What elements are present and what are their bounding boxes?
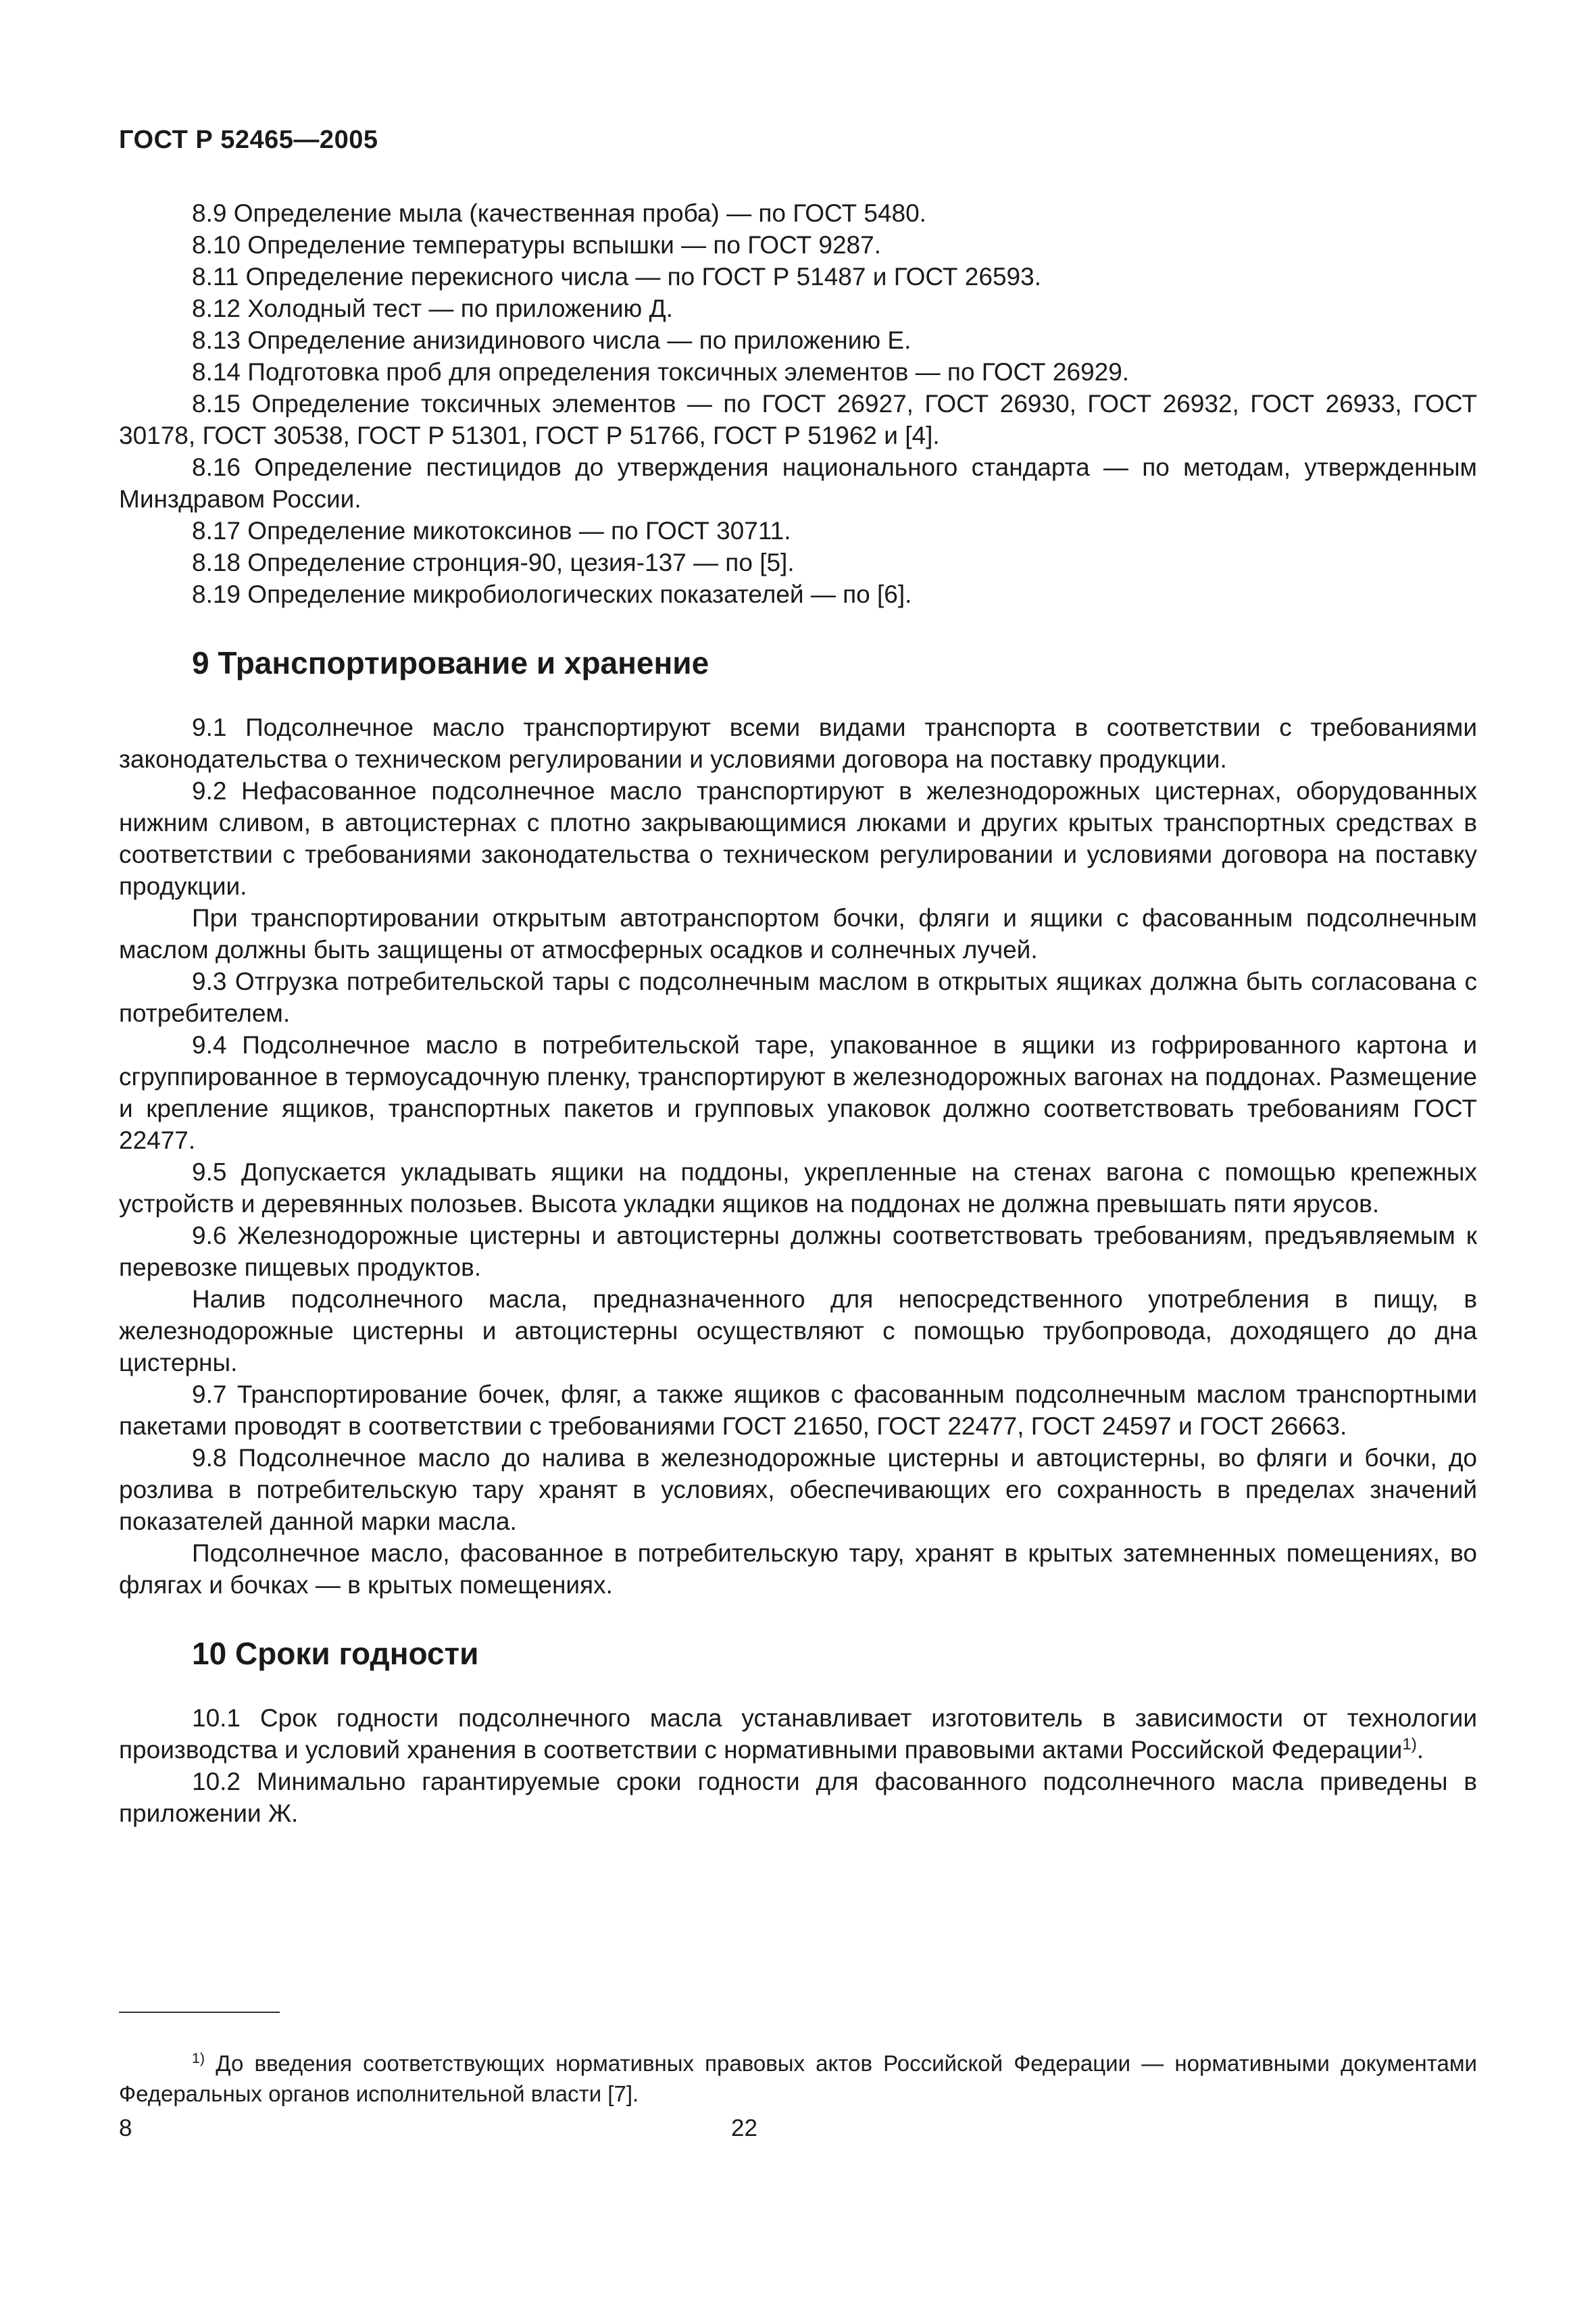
- sheet-number: 22: [731, 2115, 757, 2141]
- clause-9-3: 9.3 Отгрузка потребительской тары с подсолнечным маслом в открытых ящиках должна быть согласована с потребителем.: [119, 968, 1477, 1027]
- section-9-heading: 9 Транспортирование и хранение: [192, 645, 709, 680]
- document-body: [119, 197, 1477, 1829]
- clause-8-18: 8.18 Определение стронция-90, цезия-137 — по [5].: [192, 549, 795, 576]
- clause-8-14: 8.14 Подготовка проб для определения токсичных элементов — по ГОСТ 26929.: [192, 358, 1130, 386]
- clause-8-16: 8.16 Определение пестицидов до утверждения национального стандарта — по методам, утвержденным Минздравом России.: [119, 453, 1477, 513]
- clause-8-10: 8.10 Определение температуры вспышки — по ГОСТ 9287.: [192, 231, 881, 259]
- clause-10-1-end: .: [1416, 1736, 1424, 1764]
- clause-9-7: 9.7 Транспортирование бочек, фляг, а также ящиков с фасованным подсолнечным маслом транспортными пакетами проводят в соответствии с требованиями ГОСТ 21650, ГОСТ 22477, ГОСТ 24597 и ГОСТ 26663.: [119, 1380, 1477, 1440]
- clause-8-12: 8.12 Холодный тест — по приложению Д.: [192, 295, 673, 322]
- section-10-heading: 10 Сроки годности: [192, 1636, 479, 1671]
- clause-8-15: 8.15 Определение токсичных элементов — по ГОСТ 26927, ГОСТ 26930, ГОСТ 26932, ГОСТ 26933, ГОСТ 30178, ГОСТ 30538, ГОСТ Р 51301, ГОСТ Р 51766, ГОСТ Р 51962 и [4].: [119, 390, 1477, 449]
- clause-10-1: [119, 1702, 1477, 1766]
- clause-9-2-note: При транспортировании открытым автотранспортом бочки, фляги и ящики с фасованным подсолнечным маслом должны быть защищены от атмосферных осадков и солнечных лучей.: [119, 904, 1477, 964]
- clause-9-4: 9.4 Подсолнечное масло в потребительской таре, упакованное в ящики из гофрированного картона и сгруппированное в термоусадочную пленку, транспортируют в железнодорожных вагонах на поддонах. Размещение и крепление ящиков, транспортных пакетов и групповых упаковок должно соответствовать требованиям ГОСТ 22477.: [119, 1031, 1477, 1154]
- footnote-divider: [119, 2012, 280, 2013]
- clause-9-2: 9.2 Нефасованное подсолнечное масло транспортируют в железнодорожных цистернах, оборудованных нижним сливом, в автоцистернах с плотно закрывающимися люками и других крытых транспортных средствах в соответствии с требованиями законодательства о техническом регулировании и условиями договора на поставку продукции.: [119, 777, 1477, 900]
- clause-8-19: 8.19 Определение микробиологических показателей — по [6].: [192, 580, 912, 608]
- footnote-reference[interactable]: 1): [1402, 1735, 1417, 1753]
- clause-9-8: 9.8 Подсолнечное масло до налива в железнодорожные цистерны и автоцистерны, во фляги и бочки, до розлива в потребительскую тару хранят в условиях, обеспечивающих его сохранность в пределах значений показателей данной марки масла.: [119, 1444, 1477, 1535]
- clause-8-9: 8.9 Определение мыла (качественная проба) — по ГОСТ 5480.: [192, 199, 926, 227]
- clause-9-1: 9.1 Подсолнечное масло транспортируют всеми видами транспорта в соответствии с требованиями законодательства о техническом регулировании и условиями договора на поставку продукции.: [119, 714, 1477, 773]
- footnote-marker: 1): [192, 2050, 205, 2067]
- footnote-text: До введения соответствующих нормативных правовых актов Российской Федерации — нормативными документами Федеральных органов исполнительной власти [7].: [119, 2051, 1477, 2106]
- section-10-body: [119, 1702, 1477, 1829]
- clause-9-6-note: Налив подсолнечного масла, предназначенного для непосредственного употребления в пищу, в железнодорожные цистерны и автоцистерны осуществляют с помощью трубопровода, доходящего до дна цистерны.: [119, 1285, 1477, 1376]
- section-8-list: [119, 197, 1477, 610]
- clause-10-1-text: 10.1 Срок годности подсолнечного масла устанавливает изготовитель в зависимости от технологии производства и условий хранения в соответствии с нормативными правовыми актами Российской Федерации: [119, 1704, 1477, 1764]
- footnote: [119, 2048, 1477, 2109]
- page-number: 8: [119, 2115, 132, 2141]
- clause-9-6: 9.6 Железнодорожные цистерны и автоцистерны должны соответствовать требованиям, предъявляемым к перевозке пищевых продуктов.: [119, 1222, 1477, 1281]
- clause-10-2: 10.2 Минимально гарантируемые сроки годности для фасованного подсолнечного масла приведены в приложении Ж.: [119, 1768, 1477, 1827]
- clause-9-5: 9.5 Допускается укладывать ящики на поддоны, укрепленные на стенах вагона с помощью крепежных устройств и деревянных полозьев. Высота укладки ящиков на поддонах не должна превышать пяти ярусов.: [119, 1158, 1477, 1218]
- clause-9-8-note: Подсолнечное масло, фасованное в потребительскую тару, хранят в крытых затемненных помещениях, во флягах и бочках — в крытых помещениях.: [119, 1539, 1477, 1599]
- section-9-body: [119, 712, 1477, 1601]
- clause-8-17: 8.17 Определение микотоксинов — по ГОСТ 30711.: [192, 517, 791, 545]
- clause-8-11: 8.11 Определение перекисного числа — по ГОСТ Р 51487 и ГОСТ 26593.: [192, 263, 1041, 291]
- clause-8-13: 8.13 Определение анизидинового числа — по приложению Е.: [192, 326, 912, 354]
- document-code-header: ГОСТ Р 52465—2005: [119, 126, 378, 154]
